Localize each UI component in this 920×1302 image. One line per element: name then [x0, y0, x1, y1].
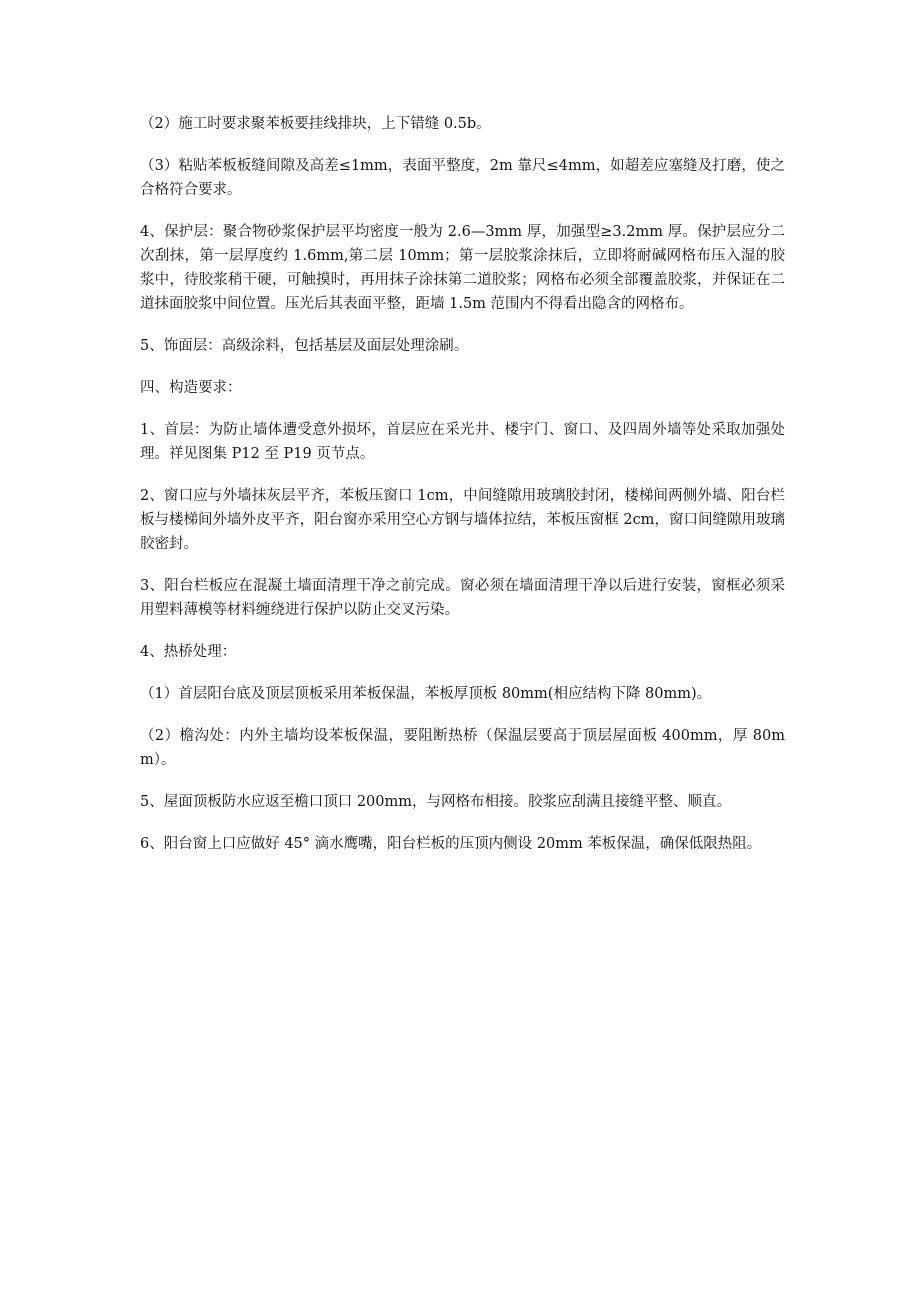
section-heading-construction-requirements: 四、构造要求：	[140, 380, 242, 396]
paragraph-balcony-railing: 3、阳台栏板应在混凝土墙面清理干净之前完成。窗必须在墙面清理干净以后进行安装，窗框必须采用塑料薄模等材料缠绕进行保护以防止交叉污染。	[140, 578, 785, 618]
paragraph-finish-layer: 5、饰面层：高级涂料，包括基层及面层处理涂刷。	[140, 338, 469, 354]
paragraph-protective-layer: 4、保护层：聚合物砂浆保护层平均密度一般为 2.6—3mm 厚，加强型≥3.2mm 厚。保护层应分二次刮抹，第一层厚度约 1.6mm,第二层 10mm；第一层胶浆涂抹后，立即将耐碱网格布压入湿的胶浆中，待胶浆稍干硬，可触摸时，再用抹子涂抹第二道胶浆；网格布必须全部覆盖胶浆，并保证在二道抹面胶浆中间位置。压光后其表面平整，距墙 1.5m 范围内不得看出隐含的网格布。	[140, 224, 785, 312]
paragraph-ground-floor: 1、首层：为防止墙体遭受意外损坏，首层应在采光井、楼宇门、窗口、及四周外墙等处采取加强处理。祥见图集 P12 至 P19 页节点。	[140, 422, 785, 462]
paragraph-roof-waterproofing: 5、屋面顶板防水应返至檐口顶口 200mm，与网格布相接。胶浆应刮满且接缝平整、顺直。	[140, 794, 732, 810]
paragraph-window-openings: 2、窗口应与外墙抹灰层平齐，苯板压窗口 1cm，中间缝隙用玻璃胶封闭，楼梯间两侧外墙、阳台栏板与楼梯间外墙外皮平齐，阳台窗亦采用空心方钢与墙体拉结，苯板压窗框 2cm，窗口间缝隙用玻璃胶密封。	[140, 488, 785, 552]
document-body	[140, 112, 785, 874]
paragraph-balcony-window-drip: 6、阳台窗上口应做好 45° 滴水鹰嘴，阳台栏板的压顶内侧设 20mm 苯板保温，确保低限热阻。	[140, 836, 762, 852]
paragraph-thermal-bridge-heading: 4、热桥处理：	[140, 644, 237, 660]
paragraph-thermal-bridge-gutter: （2）檐沟处：内外主墙均设苯板保温，要阻断热桥（保温层要高于顶层屋面板 400mm，厚 80mm）。	[140, 728, 785, 768]
paragraph-seam-staggering: （2）施工时要求聚苯板要挂线排块，上下错缝 0.5b。	[140, 116, 491, 132]
paragraph-board-gap-tolerance: （3）粘贴苯板板缝间隙及高差≤1mm，表面平整度，2m 靠尺≤4mm，如超差应塞缝及打磨，使之合格符合要求。	[140, 158, 785, 198]
paragraph-thermal-bridge-balcony: （1）首层阳台底及顶层顶板采用苯板保温，苯板厚顶板 80mm(相应结构下降 80mm)。	[140, 686, 712, 702]
